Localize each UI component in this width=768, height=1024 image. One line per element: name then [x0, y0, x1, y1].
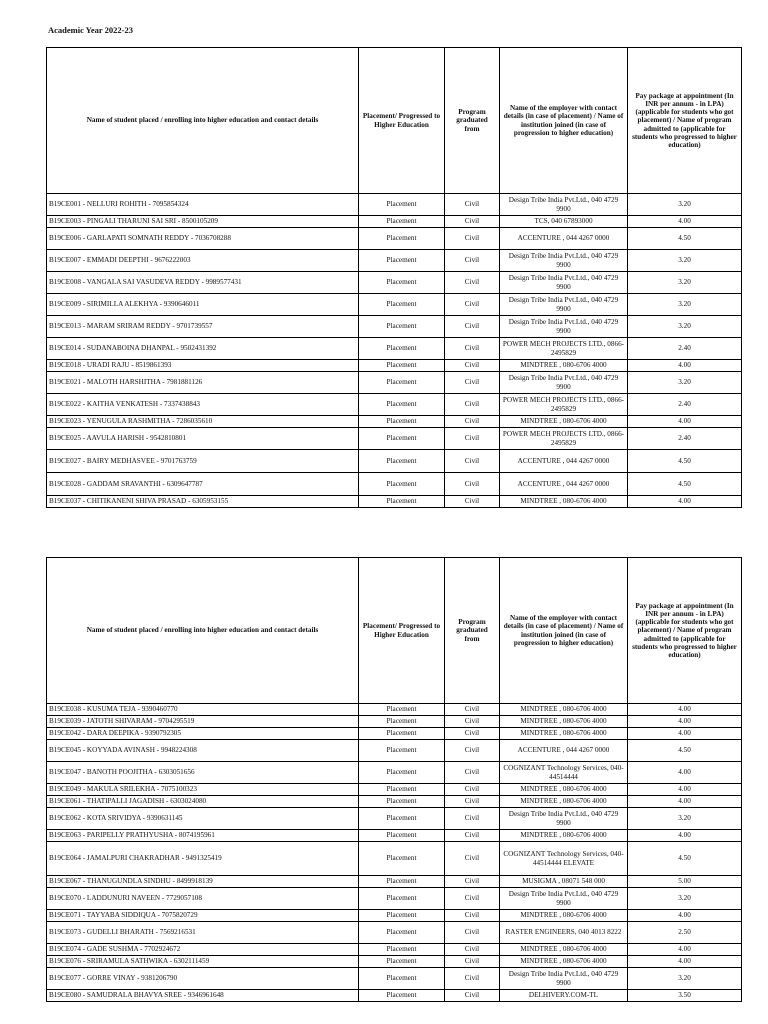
placement-status-cell: Placement: [359, 194, 445, 216]
header-program: Program graduated from: [445, 558, 500, 704]
placement-status-cell: Placement: [359, 910, 445, 922]
pay-package-cell: 4.50: [628, 228, 742, 250]
employer-cell: Design Tribe India Pvt.Ltd., 040 4729 9900: [500, 372, 628, 394]
student-name-cell: B19CE064 - JAMALPURI CHAKRADHAR - 9491325419: [47, 842, 359, 876]
placement-status-cell: Placement: [359, 496, 445, 508]
placement-status-cell: Placement: [359, 944, 445, 956]
student-name-cell: B19CE049 - MAKULA SRILEKHA - 7075100323: [47, 784, 359, 796]
student-name-cell: B19CE045 - KOYYADA AVINASH - 9948224308: [47, 740, 359, 762]
table-row: [47, 450, 742, 473]
table-row: [47, 944, 742, 956]
placement-status-cell: Placement: [359, 294, 445, 316]
pay-package-cell: 3.20: [628, 888, 742, 910]
table-row: [47, 704, 742, 716]
header-pay-package: Pay package at appointment (In INR per annum - in LPA) (applicable for students who got placement) / Name of program admitted to (applicable for students who progressed to higher education): [628, 48, 742, 194]
placement-table-2: [46, 557, 742, 1002]
program-cell: Civil: [445, 416, 500, 428]
placement-status-cell: Placement: [359, 473, 445, 496]
program-cell: Civil: [445, 716, 500, 728]
pay-package-cell: 4.00: [628, 830, 742, 842]
pay-package-cell: 4.00: [628, 704, 742, 716]
table-row: [47, 990, 742, 1002]
placement-status-cell: Placement: [359, 956, 445, 968]
program-cell: Civil: [445, 272, 500, 294]
header-placement-status: Placement/ Progressed to Higher Education: [359, 48, 445, 194]
table-row: [47, 228, 742, 250]
employer-cell: DELHIVERY.COM-TL: [500, 990, 628, 1002]
employer-cell: MINDTREE , 080-6706 4000: [500, 956, 628, 968]
program-cell: Civil: [445, 360, 500, 372]
table-row: [47, 372, 742, 394]
table-row: [47, 394, 742, 416]
pay-package-cell: 4.50: [628, 740, 742, 762]
pay-package-cell: 4.00: [628, 728, 742, 740]
employer-cell: MINDTREE , 080-6706 4000: [500, 728, 628, 740]
student-name-cell: B19CE001 - NELLURI ROHITH - 7095854324: [47, 194, 359, 216]
employer-cell: Design Tribe India Pvt.Ltd., 040 4729 9900: [500, 194, 628, 216]
student-name-cell: B19CE021 - MALOTH HARSHITHA - 7981881126: [47, 372, 359, 394]
student-name-cell: B19CE025 - AAVULA HARISH - 9542810801: [47, 428, 359, 450]
student-name-cell: B19CE080 - SAMUDRALA BHAVYA SREE - 9346961648: [47, 990, 359, 1002]
student-name-cell: B19CE009 - SIRIMILLA ALEKHYA - 9390646011: [47, 294, 359, 316]
student-name-cell: B19CE038 - KUSUMA TEJA - 9390460770: [47, 704, 359, 716]
pay-package-cell: 4.50: [628, 842, 742, 876]
placement-status-cell: Placement: [359, 796, 445, 808]
employer-cell: RASTER ENGINEERS, 040 4013 8222: [500, 922, 628, 944]
employer-cell: MINDTREE , 080-6706 4000: [500, 716, 628, 728]
program-cell: Civil: [445, 216, 500, 228]
table-row: [47, 830, 742, 842]
pay-package-cell: 4.50: [628, 450, 742, 473]
pay-package-cell: 3.20: [628, 250, 742, 272]
table-row: [47, 956, 742, 968]
placement-status-cell: Placement: [359, 416, 445, 428]
employer-cell: MINDTREE , 080-6706 4000: [500, 910, 628, 922]
placement-status-cell: Placement: [359, 716, 445, 728]
header-placement-status: Placement/ Progressed to Higher Education: [359, 558, 445, 704]
program-cell: Civil: [445, 830, 500, 842]
student-name-cell: B19CE067 - THANUGUNDLA SINDHU - 8499918139: [47, 876, 359, 888]
program-cell: Civil: [445, 194, 500, 216]
placement-status-cell: Placement: [359, 808, 445, 830]
placement-status-cell: Placement: [359, 830, 445, 842]
pay-package-cell: 4.00: [628, 496, 742, 508]
employer-cell: Design Tribe India Pvt.Ltd., 040 4729 9900: [500, 316, 628, 338]
placement-status-cell: Placement: [359, 250, 445, 272]
student-name-cell: B19CE006 - GARLAPATI SOMNATH REDDY - 7036708288: [47, 228, 359, 250]
program-cell: Civil: [445, 740, 500, 762]
table-row: [47, 888, 742, 910]
student-name-cell: B19CE022 - KAITHA VENKATESH - 7337438843: [47, 394, 359, 416]
placement-status-cell: Placement: [359, 990, 445, 1002]
program-cell: Civil: [445, 842, 500, 876]
pay-package-cell: 4.00: [628, 956, 742, 968]
pay-package-cell: 2.40: [628, 394, 742, 416]
table-row: [47, 716, 742, 728]
pay-package-cell: 2.40: [628, 338, 742, 360]
program-cell: Civil: [445, 704, 500, 716]
pay-package-cell: 4.00: [628, 416, 742, 428]
employer-cell: MINDTREE , 080-6706 4000: [500, 944, 628, 956]
placement-status-cell: Placement: [359, 784, 445, 796]
table-row: [47, 473, 742, 496]
pay-package-cell: 3.50: [628, 990, 742, 1002]
placement-status-cell: Placement: [359, 450, 445, 473]
table-row: [47, 360, 742, 372]
program-cell: Civil: [445, 228, 500, 250]
pay-package-cell: 4.00: [628, 716, 742, 728]
employer-cell: POWER MECH PROJECTS LTD., 0866-2495829: [500, 428, 628, 450]
placement-status-cell: Placement: [359, 394, 445, 416]
table-row: [47, 294, 742, 316]
table-row: [47, 762, 742, 784]
employer-cell: MINDTREE , 080-6706 4000: [500, 796, 628, 808]
program-cell: Civil: [445, 394, 500, 416]
student-name-cell: B19CE077 - GORRE VINAY - 9381206790: [47, 968, 359, 990]
student-name-cell: B19CE037 - CHITIKANENI SHIVA PRASAD - 6305953155: [47, 496, 359, 508]
table-row: [47, 728, 742, 740]
header-employer: Name of the employer with contact details (in case of placement) / Name of institution joined (in case of progression to higher education): [500, 48, 628, 194]
table-row: [47, 796, 742, 808]
pay-package-cell: 3.20: [628, 808, 742, 830]
employer-cell: ACCENTURE , 044 4267 0000: [500, 740, 628, 762]
placement-status-cell: Placement: [359, 338, 445, 360]
program-cell: Civil: [445, 922, 500, 944]
employer-cell: MINDTREE , 080-6706 4000: [500, 416, 628, 428]
employer-cell: ACCENTURE , 044 4267 0000: [500, 228, 628, 250]
placement-status-cell: Placement: [359, 968, 445, 990]
pay-package-cell: 4.00: [628, 762, 742, 784]
program-cell: Civil: [445, 250, 500, 272]
pay-package-cell: 3.20: [628, 372, 742, 394]
student-name-cell: B19CE023 - YENUGULA RASHMITHA - 7286035610: [47, 416, 359, 428]
pay-package-cell: 2.50: [628, 922, 742, 944]
student-name-cell: B19CE042 - DARA DEEPIKA - 9390792305: [47, 728, 359, 740]
pay-package-cell: 4.50: [628, 473, 742, 496]
program-cell: Civil: [445, 808, 500, 830]
table-body: [47, 704, 742, 1002]
student-name-cell: B19CE070 - LADDUNURI NAVEEN - 7729057108: [47, 888, 359, 910]
program-cell: Civil: [445, 496, 500, 508]
employer-cell: Design Tribe India Pvt.Ltd., 040 4729 9900: [500, 272, 628, 294]
student-name-cell: B19CE047 - BANOTH POOJITHA - 6303051656: [47, 762, 359, 784]
student-name-cell: B19CE039 - JATOTH SHIVARAM - 9704295519: [47, 716, 359, 728]
program-cell: Civil: [445, 762, 500, 784]
program-cell: Civil: [445, 944, 500, 956]
employer-cell: POWER MECH PROJECTS LTD., 0866-2495829: [500, 394, 628, 416]
placement-status-cell: Placement: [359, 360, 445, 372]
placement-status-cell: Placement: [359, 876, 445, 888]
pay-package-cell: 3.20: [628, 316, 742, 338]
table-row: [47, 496, 742, 508]
pay-package-cell: 2.40: [628, 428, 742, 450]
placement-status-cell: Placement: [359, 316, 445, 338]
placement-status-cell: Placement: [359, 228, 445, 250]
table-row: [47, 842, 742, 876]
placement-status-cell: Placement: [359, 762, 445, 784]
header-employer: Name of the employer with contact details (in case of placement) / Name of institution joined (in case of progression to higher education): [500, 558, 628, 704]
student-name-cell: B19CE027 - BAIRY MEDHASVEE - 9701763759: [47, 450, 359, 473]
employer-cell: MINDTREE , 080-6706 4000: [500, 360, 628, 372]
employer-cell: COGNIZANT Technology Services, 040-44514444 ELEVATE: [500, 842, 628, 876]
employer-cell: MINDTREE , 080-6706 4000: [500, 830, 628, 842]
placement-status-cell: Placement: [359, 428, 445, 450]
pay-package-cell: 4.00: [628, 360, 742, 372]
header-pay-package: Pay package at appointment (In INR per annum - in LPA) (applicable for students who got placement) / Name of program admitted to (applicable for students who progressed to higher education): [628, 558, 742, 704]
pay-package-cell: 4.00: [628, 944, 742, 956]
student-name-cell: B19CE003 - PINGALI THARUNI SAI SRI - 8500105209: [47, 216, 359, 228]
program-cell: Civil: [445, 796, 500, 808]
student-name-cell: B19CE028 - GADDAM SRAVANTHI - 6309647787: [47, 473, 359, 496]
student-name-cell: B19CE076 - SRIRAMULA SATHWIKA - 6302111459: [47, 956, 359, 968]
placement-status-cell: Placement: [359, 272, 445, 294]
program-cell: Civil: [445, 294, 500, 316]
employer-cell: MUSIGMA , 08071 548 000: [500, 876, 628, 888]
table-row: [47, 272, 742, 294]
student-name-cell: B19CE071 - TAYYABA SIDDIQUA - 7075820729: [47, 910, 359, 922]
table-row: [47, 876, 742, 888]
student-name-cell: B19CE062 - KOTA SRIVIDYA - 9390631145: [47, 808, 359, 830]
pay-package-cell: 3.20: [628, 968, 742, 990]
student-name-cell: B19CE074 - GADE SUSHMA - 7702924672: [47, 944, 359, 956]
employer-cell: Design Tribe India Pvt.Ltd., 040 4729 9900: [500, 888, 628, 910]
table-row: [47, 416, 742, 428]
placement-status-cell: Placement: [359, 922, 445, 944]
pay-package-cell: 3.20: [628, 194, 742, 216]
table-row: [47, 740, 742, 762]
placement-status-cell: Placement: [359, 740, 445, 762]
header-program: Program graduated from: [445, 48, 500, 194]
student-name-cell: B19CE007 - EMMADI DEEPTHI - 9676222003: [47, 250, 359, 272]
pay-package-cell: 3.20: [628, 272, 742, 294]
program-cell: Civil: [445, 372, 500, 394]
program-cell: Civil: [445, 338, 500, 360]
placement-status-cell: Placement: [359, 704, 445, 716]
employer-cell: Design Tribe India Pvt.Ltd., 040 4729 9900: [500, 294, 628, 316]
table-row: [47, 250, 742, 272]
table-row: [47, 922, 742, 944]
table-row: [47, 428, 742, 450]
program-cell: Civil: [445, 968, 500, 990]
table-row: [47, 338, 742, 360]
student-name-cell: B19CE061 - THATIPALLI JAGADISH - 6303024080: [47, 796, 359, 808]
student-name-cell: B19CE013 - MARAM SRIRAM REDDY - 9701739557: [47, 316, 359, 338]
employer-cell: Design Tribe India Pvt.Ltd., 040 4729 9900: [500, 808, 628, 830]
placement-status-cell: Placement: [359, 842, 445, 876]
placement-status-cell: Placement: [359, 888, 445, 910]
program-cell: Civil: [445, 888, 500, 910]
program-cell: Civil: [445, 910, 500, 922]
employer-cell: Design Tribe India Pvt.Ltd., 040 4729 9900: [500, 968, 628, 990]
program-cell: Civil: [445, 990, 500, 1002]
table-row: [47, 784, 742, 796]
program-cell: Civil: [445, 450, 500, 473]
employer-cell: COGNIZANT Technology Services, 040-44514444: [500, 762, 628, 784]
program-cell: Civil: [445, 784, 500, 796]
header-student-name: Name of student placed / enrolling into higher education and contact details: [47, 48, 359, 194]
pay-package-cell: 4.00: [628, 796, 742, 808]
employer-cell: MINDTREE , 080-6706 4000: [500, 784, 628, 796]
placement-table-1: [46, 47, 742, 508]
pay-package-cell: 4.00: [628, 910, 742, 922]
student-name-cell: B19CE008 - VANGALA SAI VASUDEVA REDDY - 9989577431: [47, 272, 359, 294]
table-row: [47, 808, 742, 830]
program-cell: Civil: [445, 876, 500, 888]
program-cell: Civil: [445, 316, 500, 338]
table-body: [47, 194, 742, 508]
placement-status-cell: Placement: [359, 372, 445, 394]
employer-cell: MINDTREE , 080-6706 4000: [500, 704, 628, 716]
program-cell: Civil: [445, 428, 500, 450]
placement-status-cell: Placement: [359, 728, 445, 740]
employer-cell: MINDTREE , 080-6706 4000: [500, 496, 628, 508]
student-name-cell: B19CE063 - PARIPELLY PRATHYUSHA - 8074195961: [47, 830, 359, 842]
table-header-row: [47, 558, 742, 704]
table-row: [47, 968, 742, 990]
student-name-cell: B19CE018 - URADI RAJU - 8519861393: [47, 360, 359, 372]
table-row: [47, 216, 742, 228]
table-header-row: [47, 48, 742, 194]
program-cell: Civil: [445, 956, 500, 968]
academic-year-label: Academic Year 2022-23: [48, 25, 133, 35]
table-row: [47, 194, 742, 216]
student-name-cell: B19CE073 - GUDELLI BHARATH - 7569216531: [47, 922, 359, 944]
employer-cell: POWER MECH PROJECTS LTD., 0866-2495829: [500, 338, 628, 360]
program-cell: Civil: [445, 473, 500, 496]
table-row: [47, 910, 742, 922]
employer-cell: ACCENTURE , 044 4267 0000: [500, 450, 628, 473]
pay-package-cell: 5.00: [628, 876, 742, 888]
student-name-cell: B19CE014 - SUDANABOINA DHANPAL - 9502431392: [47, 338, 359, 360]
table-row: [47, 316, 742, 338]
pay-package-cell: 4.00: [628, 216, 742, 228]
employer-cell: TCS, 040 67893000: [500, 216, 628, 228]
pay-package-cell: 4.00: [628, 784, 742, 796]
header-student-name: Name of student placed / enrolling into higher education and contact details: [47, 558, 359, 704]
program-cell: Civil: [445, 728, 500, 740]
placement-status-cell: Placement: [359, 216, 445, 228]
pay-package-cell: 3.20: [628, 294, 742, 316]
employer-cell: ACCENTURE , 044 4267 0000: [500, 473, 628, 496]
employer-cell: Design Tribe India Pvt.Ltd., 040 4729 9900: [500, 250, 628, 272]
